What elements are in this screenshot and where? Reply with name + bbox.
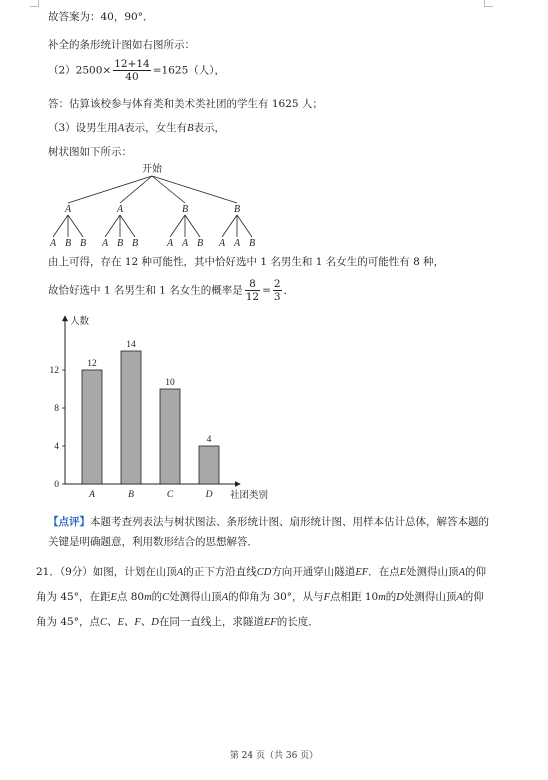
q21-text: 在同一直线上，求隧道 [158, 616, 264, 628]
x-tick-label: A [89, 490, 95, 500]
q21-text: 处测得山顶 [406, 566, 459, 578]
answer-line-6: 树状图如下所示： [48, 146, 132, 158]
q21-text: 的仰角为 30°，从与 [228, 591, 324, 603]
tree-node-level2: B [248, 238, 256, 249]
q21-var: EF [355, 567, 369, 578]
q21-text: 的 [385, 591, 397, 603]
bar-value-label: 12 [87, 359, 97, 369]
y-tick-label: 12 [49, 366, 59, 376]
l5-var-A: A [117, 123, 125, 134]
y-tick-label: 0 [54, 480, 59, 490]
tree-node-level1: A [116, 204, 124, 215]
y-axis-label: 人数 [70, 316, 90, 327]
q21-var: A [176, 567, 184, 578]
prob-fraction-1 [245, 278, 260, 303]
l8-suffix: ． [283, 284, 295, 297]
q21-var: EF [263, 617, 277, 628]
crop-mark-top-left [30, 0, 39, 7]
q21-text: 的 [151, 591, 163, 603]
answer-line-5 [48, 121, 225, 136]
prob-fraction-1-den: 12 [245, 291, 260, 303]
x-axis-label: 社团类别 [230, 490, 269, 501]
prob-fraction-2 [273, 278, 282, 303]
y-tick-label: 4 [54, 442, 59, 452]
q21-text: 21．（9分）如图，计划在山顶 [36, 566, 177, 578]
prob-fraction-1-num: 8 [245, 278, 260, 291]
comment-tag: 【点评】 [48, 516, 90, 528]
q21-text: 处测得山顶 [403, 591, 457, 603]
tree-branch [170, 215, 185, 237]
answer-line-2: 补全的条形统计图如右图所示： [48, 39, 195, 51]
tree-branch [152, 176, 237, 203]
tree-branch [68, 215, 83, 237]
tree-node-level1: B [233, 204, 241, 215]
question-21 [36, 560, 486, 635]
tree-node-level2: A [233, 238, 241, 249]
crop-mark-top-right [484, 0, 493, 7]
calc-suffix: =1625（人）， [152, 64, 226, 77]
l5-a: （3）设男生用 [48, 122, 118, 134]
tree-branch [237, 215, 252, 237]
l8-prefix: 故恰好选中 1 名男生和 1 名女生的概率是 [48, 284, 243, 297]
comment-block [48, 512, 498, 552]
tree-node-level2: B [79, 238, 87, 249]
tree-node-level1: B [181, 204, 189, 215]
q21-var: E [399, 567, 407, 578]
answer-line-4: 答：估算该校参与体育类和美术类社团的学生有 1625 人； [48, 98, 323, 110]
q21-var: A [456, 592, 463, 603]
tree-branch [222, 215, 237, 237]
answer-line-1: 故答案为：40，90°． [48, 11, 154, 23]
calc-fraction-numerator: 12+14 [114, 58, 150, 70]
q21-var: CD [256, 567, 272, 578]
l5-c: 表示， [193, 122, 226, 134]
x-tick-label: C [166, 490, 174, 500]
tree-node-level2: A [166, 238, 174, 249]
tree-branch [152, 176, 185, 203]
prob-fraction-2-num: 2 [273, 278, 281, 290]
calc-prefix: （2）2500× [48, 64, 112, 77]
q21-text: 方向开通穿山隧道 [271, 566, 356, 578]
bar [82, 370, 102, 484]
l5-var-B: B [187, 123, 194, 134]
bar-value-label: 10 [165, 378, 175, 388]
tree-branch [120, 215, 135, 237]
tree-node-level2: B [131, 238, 139, 249]
tree-branch [185, 215, 200, 237]
bar-value-label: 4 [206, 435, 212, 445]
tree-node-level2: A [218, 238, 226, 249]
tree-branch [68, 176, 152, 203]
tree-branch [120, 176, 152, 203]
bar [199, 446, 219, 484]
q21-var: A [221, 592, 229, 603]
prob-fraction-2-den: 3 [273, 291, 281, 303]
q21-text: 的仰角为 45°，在距 [36, 566, 486, 603]
q21-text: 的正下方沿直线 [183, 566, 257, 578]
tree-node-level2: B [196, 238, 204, 249]
q21-var: C、E、F、D [99, 617, 159, 628]
calc-fraction [113, 58, 151, 83]
q21-var: A [458, 567, 465, 578]
tree-node-level2: A [181, 238, 189, 249]
tree-node-level2: A [49, 238, 57, 249]
answer-line-7: 由上可得，存在 12 种可能性，其中恰好选中 1 名男生和 1 名女生的可能性有 8 种， [48, 256, 445, 268]
q21-var: m [378, 592, 386, 603]
calc-fraction-denominator: 40 [125, 71, 139, 83]
q21-text: 点相距 10 [329, 591, 379, 603]
l5-b: 表示，女生有 [124, 122, 188, 134]
q21-text: 的长度． [276, 616, 319, 628]
q21-var: E [110, 592, 117, 603]
x-tick-label: B [128, 490, 134, 500]
tree-diagram [40, 160, 280, 252]
q21-text: 的仰角为 45°，点 [36, 591, 484, 628]
q21-var: D [396, 592, 404, 603]
tree-branch [53, 215, 68, 237]
q21-text: ．在点 [368, 566, 400, 578]
y-tick-label: 8 [54, 404, 59, 414]
l8-eq: = [262, 284, 271, 297]
x-tick-label: D [205, 490, 213, 500]
calc-line [48, 58, 225, 83]
tree-node-level1: A [64, 204, 72, 215]
bar [160, 389, 180, 484]
bar-value-label: 14 [126, 340, 136, 350]
tree-node-level2: B [64, 238, 72, 249]
page-footer: 第 24 页（共 36 页） [229, 751, 319, 761]
bar-chart [40, 312, 290, 504]
tree-node-level2: A [101, 238, 109, 249]
tree-branch [105, 215, 120, 237]
tree-node-level2: B [116, 238, 124, 249]
answer-line-8 [48, 278, 294, 303]
q21-var: F [323, 592, 330, 603]
q21-text: 处测得山顶 [169, 591, 222, 603]
q21-var: m [144, 592, 152, 603]
comment-text: 本题考查列表法与树状图法、条形统计图、扇形统计图、用样本估计总体，解答本题的关键是明确题意，利用数形结合的思想解答． [48, 516, 489, 548]
tree-root: 开始 [142, 164, 162, 175]
bar [121, 351, 141, 484]
q21-text: 点 80 [116, 591, 145, 603]
q21-var: C [162, 592, 170, 603]
